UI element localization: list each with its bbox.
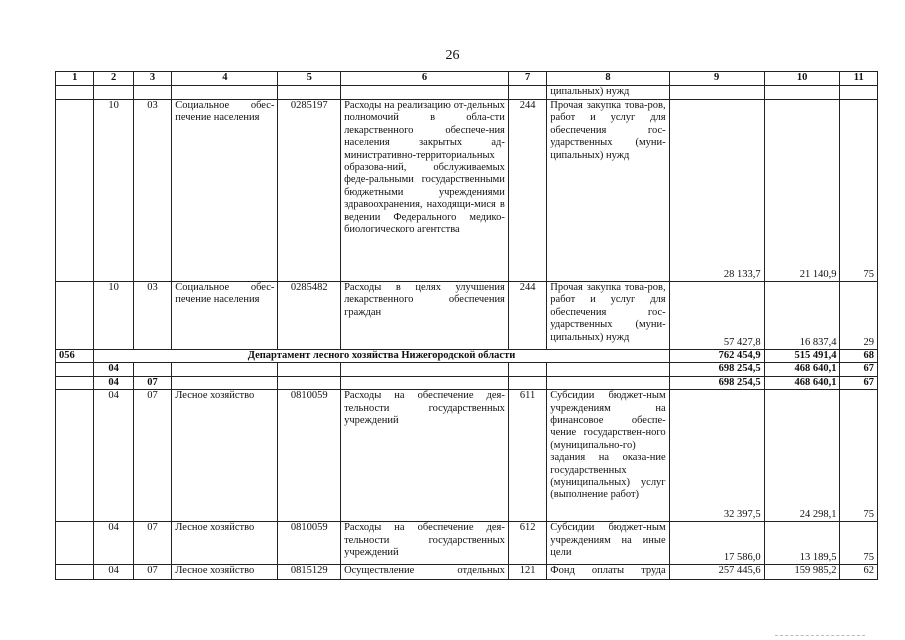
cell-actual: 468 640,1 (764, 376, 840, 389)
table-row (56, 100, 878, 282)
cell-name: Лесное хозяйство (172, 522, 278, 565)
cell-subsection: 03 (133, 282, 171, 350)
header-col-4: 4 (172, 72, 278, 86)
department-title: Департамент лесного хозяйства Нижегородской области (94, 350, 669, 363)
table-row-continuation (56, 86, 878, 100)
cell-code: 0810059 (278, 390, 341, 522)
cell-expense-name: Прочая закупка това-ров, работ и услуг для обеспечения гос-ударственных (муни-ципальных) нужд (547, 282, 669, 350)
cell-expense-type: 611 (508, 390, 546, 522)
cell-plan: 698 254,5 (669, 376, 764, 389)
cell-actual: 16 837,4 (764, 282, 840, 350)
cell-description: Расходы в целях улучшения лекарственного обеспечения граждан (341, 282, 509, 350)
scan-edge-mark (775, 635, 865, 637)
cell-expense-type: 244 (508, 100, 546, 282)
table-row (56, 565, 878, 580)
cell-expense-name: Субсидии бюджет-ным учреждениям на иные цели (547, 522, 669, 565)
cell-percent: 75 (840, 100, 878, 282)
header-col-9: 9 (669, 72, 764, 86)
cell-dept-code: 056 (56, 350, 94, 363)
table-row (56, 282, 878, 350)
department-row (56, 350, 878, 363)
cell-percent: 29 (840, 282, 878, 350)
header-col-2: 2 (94, 72, 133, 86)
cell-plan: 762 454,9 (669, 350, 764, 363)
cell-subsection: 07 (133, 376, 171, 389)
cell-name: Социальное обес-печение населения (172, 282, 278, 350)
subtotal-row (56, 376, 878, 389)
cell-expense-name: Прочая закупка това-ров, работ и услуг для обеспечения гос-ударственных (муни-ципальных) нужд (547, 100, 669, 282)
page-number: 26 (445, 48, 460, 63)
cell-plan: 57 427,8 (669, 282, 764, 350)
cell-actual: 468 640,1 (764, 363, 840, 376)
cell-percent: 62 (840, 565, 878, 580)
cell-expense-type: 121 (508, 565, 546, 580)
cell-subsection: 07 (133, 522, 171, 565)
cell-plan: 28 133,7 (669, 100, 764, 282)
header-col-10: 10 (764, 72, 840, 86)
header-col-7: 7 (508, 72, 546, 86)
cell-percent: 75 (840, 522, 878, 565)
cell-expense-type: 612 (508, 522, 546, 565)
cell-code: 0285482 (278, 282, 341, 350)
cell-section: 04 (94, 565, 133, 580)
cell-description: Расходы на обеспечение дея-тельности государственных учреждений (341, 390, 509, 522)
cell-description: Расходы на реализацию от-дельных полномочий в обла-сти лекарственного обеспече-ния населения закрытых ад-министративно-территориальных образова-ний, обслуживаемых феде-ральными государственными бюджетными учреждениями здравоохранения, находящи-мися в ведении Федерального медико-биологического агентства (341, 100, 509, 282)
cell-percent: 67 (840, 363, 878, 376)
cell-section: 04 (94, 376, 133, 389)
header-col-3: 3 (133, 72, 171, 86)
cell-code: 0815129 (278, 565, 341, 580)
cell-section: 10 (94, 282, 133, 350)
cell-section: 04 (94, 522, 133, 565)
cell-section: 04 (94, 363, 133, 376)
cell-actual: 21 140,9 (764, 100, 840, 282)
cell-name: Лесное хозяйство (172, 390, 278, 522)
cell-code: 0285197 (278, 100, 341, 282)
cell-expense-type: 244 (508, 282, 546, 350)
cell-name: Социальное обес-печение населения (172, 100, 278, 282)
cell-description: Расходы на обеспечение дея-тельности государственных учреждений (341, 522, 509, 565)
continuation-text: ципальных) нужд (547, 86, 669, 100)
cell-expense-name: Фонд оплаты труда (547, 565, 669, 580)
cell-actual: 24 298,1 (764, 390, 840, 522)
header-row (56, 72, 878, 86)
cell-plan: 698 254,5 (669, 363, 764, 376)
subtotal-row (56, 363, 878, 376)
cell-percent: 67 (840, 376, 878, 389)
header-col-6: 6 (341, 72, 509, 86)
table-row (56, 522, 878, 565)
cell-subsection (133, 363, 171, 376)
cell-subsection: 07 (133, 565, 171, 580)
cell-actual: 515 491,4 (764, 350, 840, 363)
header-col-11: 11 (840, 72, 878, 86)
cell-name: Лесное хозяйство (172, 565, 278, 580)
cell-expense-name: Субсидии бюджет-ным учреждениям на финансовое обеспе-чение государствен-ного (муниципально-го) задания на оказа-ние государственных (муниципальных) услуг (выполнение работ) (547, 390, 669, 522)
cell-plan: 17 586,0 (669, 522, 764, 565)
cell-plan: 32 397,5 (669, 390, 764, 522)
cell-code: 0810059 (278, 522, 341, 565)
header-col-1: 1 (56, 72, 94, 86)
cell-section: 10 (94, 100, 133, 282)
cell-percent: 68 (840, 350, 878, 363)
cell-actual: 159 985,2 (764, 565, 840, 580)
cell-plan: 257 445,6 (669, 565, 764, 580)
cell-section: 04 (94, 390, 133, 522)
header-col-5: 5 (278, 72, 341, 86)
table-row (56, 390, 878, 522)
budget-table (55, 71, 878, 580)
cell-actual: 13 189,5 (764, 522, 840, 565)
cell-percent: 75 (840, 390, 878, 522)
header-col-8: 8 (547, 72, 669, 86)
cell-subsection: 07 (133, 390, 171, 522)
cell-description: Осуществление отдельных (341, 565, 509, 580)
cell-subsection: 03 (133, 100, 171, 282)
